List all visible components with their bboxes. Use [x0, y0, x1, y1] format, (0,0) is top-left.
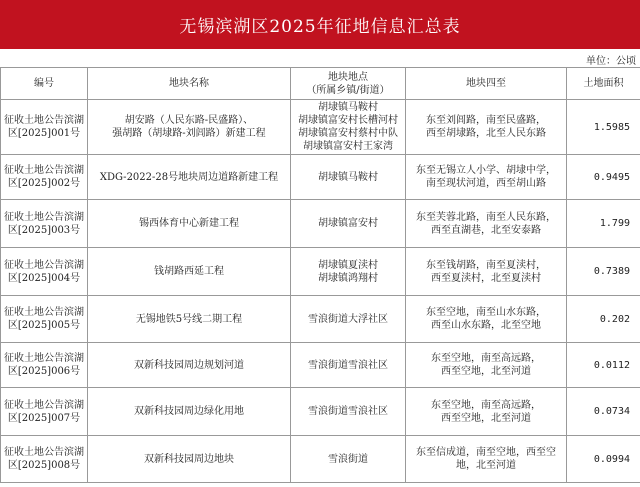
page-title: 无锡滨湖区2025年征地信息汇总表: [179, 17, 461, 37]
header-location: 地块地点 （所属乡镇/街道）: [291, 68, 406, 100]
row-id-cell: 征收土地公告滨湖 区[2025]001号: [1, 100, 88, 155]
table-row: [1, 436, 640, 483]
row-name-cell: 胡安路（人民东路-民盛路）、 强胡路（胡埭路-刘闾路）新建工程: [88, 100, 291, 155]
table-row: [1, 343, 640, 388]
row-bounds-cell: 东至信成道，南至空地，西至空 地，北至河道: [406, 436, 567, 483]
row-name-cell: XDG-2022-28号地块周边道路新建工程: [88, 155, 291, 200]
row-area-cell: 1.5985: [567, 100, 640, 155]
row-area-cell: 0.0112: [567, 343, 640, 388]
row-id-cell: 征收土地公告滨湖 区[2025]008号: [1, 436, 88, 483]
row-id-cell: 征收土地公告滨湖 区[2025]002号: [1, 155, 88, 200]
row-name-cell: 锡西体育中心新建工程: [88, 200, 291, 248]
row-location-cell: 雪浪街道大浮社区: [291, 296, 406, 343]
row-name-cell: 无锡地铁5号线二期工程: [88, 296, 291, 343]
row-location-cell: 胡埭镇富安村: [291, 200, 406, 248]
row-bounds-cell: 东至空地，南至高远路， 西至空地，北至河道: [406, 343, 567, 388]
row-area-cell: 1.799: [567, 200, 640, 248]
unit-label: 单位：公顷: [586, 56, 636, 67]
row-bounds-cell: 东至刘闾路，南至民盛路， 西至胡埭路，北至人民东路: [406, 100, 567, 155]
row-location-cell: 雪浪街道雪浪社区: [291, 343, 406, 388]
title-banner: [0, 0, 640, 49]
row-area-cell: 0.0734: [567, 388, 640, 436]
table-row: [1, 100, 640, 155]
table-row: [1, 388, 640, 436]
row-bounds-cell: 东至无锡立人小学、胡埭中学， 南至现状河道，西至胡山路: [406, 155, 567, 200]
row-area-cell: 0.0994: [567, 436, 640, 483]
header-name: 地块名称: [88, 68, 291, 100]
row-area-cell: 0.9495: [567, 155, 640, 200]
row-name-cell: 钱胡路西延工程: [88, 248, 291, 296]
row-name-cell: 双新科技园周边绿化用地: [88, 388, 291, 436]
unit-row: [0, 49, 640, 67]
row-location-cell: 胡埭镇马鞍村: [291, 155, 406, 200]
header-id: 编号: [1, 68, 88, 100]
row-bounds-cell: 东至空地，南至高远路， 西至空地，北至河道: [406, 388, 567, 436]
table-row: [1, 200, 640, 248]
row-id-cell: 征收土地公告滨湖 区[2025]003号: [1, 200, 88, 248]
row-area-cell: 0.202: [567, 296, 640, 343]
table-row: [1, 248, 640, 296]
table-header-row: [1, 68, 640, 100]
row-id-cell: 征收土地公告滨湖 区[2025]006号: [1, 343, 88, 388]
header-bounds: 地块四至: [406, 68, 567, 100]
row-location-cell: 雪浪街道: [291, 436, 406, 483]
row-id-cell: 征收土地公告滨湖 区[2025]004号: [1, 248, 88, 296]
land-table: [0, 67, 640, 483]
row-name-cell: 双新科技园周边规划河道: [88, 343, 291, 388]
row-bounds-cell: 东至空地，南至山水东路， 西至山水东路，北至空地: [406, 296, 567, 343]
row-area-cell: 0.7389: [567, 248, 640, 296]
table-row: [1, 296, 640, 343]
row-bounds-cell: 东至钱胡路，南至夏渎村， 西至夏渎村，北至夏渎村: [406, 248, 567, 296]
row-bounds-cell: 东至芙蓉北路，南至人民东路， 西至直湖巷，北至安泰路: [406, 200, 567, 248]
row-location-cell: 胡埭镇马鞍村 胡埭镇富安村长槽河村 胡埭镇富安村蔡村中队 胡埭镇富安村王家湾: [291, 100, 406, 155]
row-id-cell: 征收土地公告滨湖 区[2025]007号: [1, 388, 88, 436]
table-row: [1, 155, 640, 200]
header-area: 土地面积: [567, 68, 640, 100]
row-id-cell: 征收土地公告滨湖 区[2025]005号: [1, 296, 88, 343]
row-location-cell: 雪浪街道雪浪社区: [291, 388, 406, 436]
row-location-cell: 胡埭镇夏渎村 胡埭镇鸿翔村: [291, 248, 406, 296]
row-name-cell: 双新科技园周边地块: [88, 436, 291, 483]
